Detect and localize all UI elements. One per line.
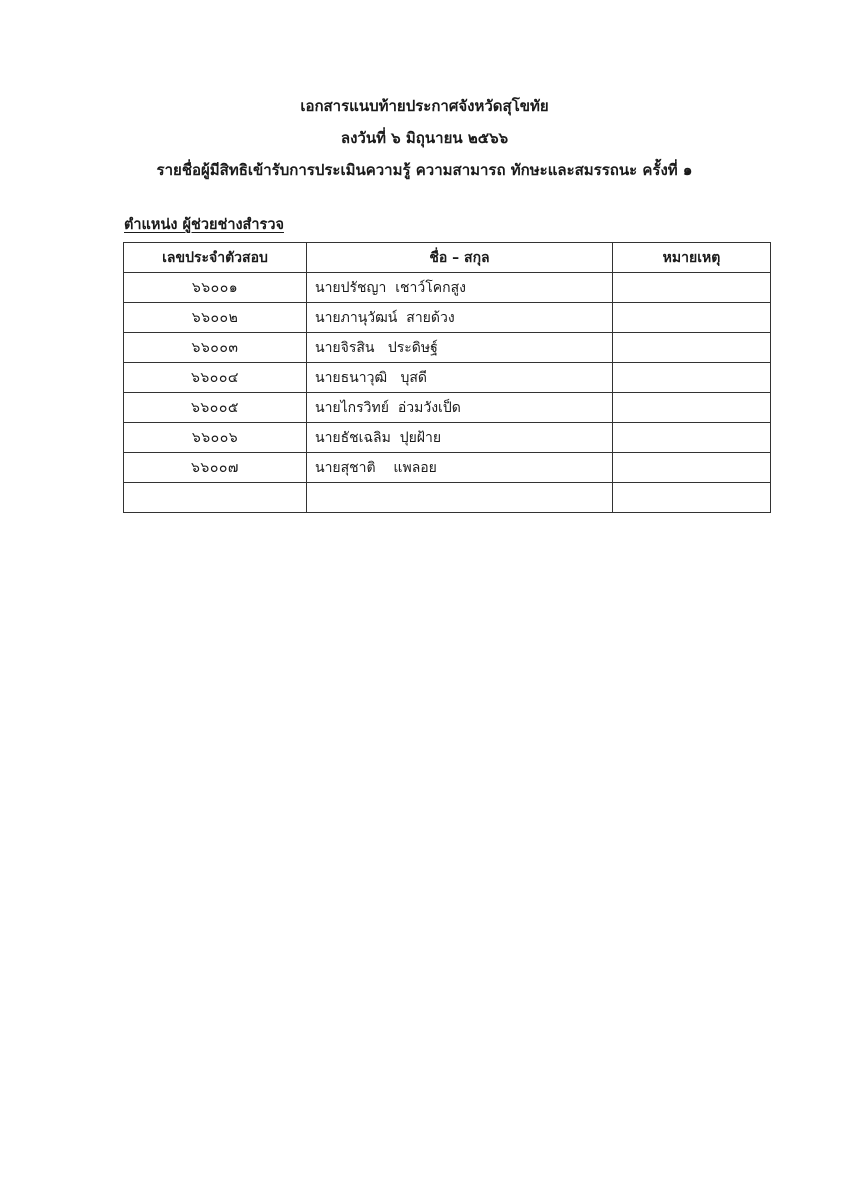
- remarks-cell: [613, 333, 771, 363]
- remarks-cell: [613, 453, 771, 483]
- table-row: [124, 333, 771, 363]
- header-exam-id: เลขประจำตัวสอบ: [124, 243, 307, 273]
- candidate-table: [123, 242, 771, 513]
- full-name-cell: นายไกรวิทย์ อ่วมวังเป็ด: [307, 393, 613, 423]
- table-row: [124, 273, 771, 303]
- remarks-cell: [613, 483, 771, 513]
- document-date: ลงวันที่ ๖ มิถุนายน ๒๕๖๖: [340, 129, 509, 147]
- remarks-cell: [613, 273, 771, 303]
- table-row: [124, 303, 771, 333]
- table-row: [124, 453, 771, 483]
- exam-id-cell: ๖๖๐๐๗: [124, 453, 307, 483]
- header-full-name: ชื่อ – สกุล: [307, 243, 613, 273]
- remarks-cell: [613, 423, 771, 453]
- exam-id-cell: ๖๖๐๐๕: [124, 393, 307, 423]
- exam-id-cell: ๖๖๐๐๖: [124, 423, 307, 453]
- table-row: [124, 393, 771, 423]
- exam-id-cell: [124, 483, 307, 513]
- header-remarks: หมายเหตุ: [613, 243, 771, 273]
- table-row-empty: [124, 483, 771, 513]
- remarks-cell: [613, 363, 771, 393]
- table-header-row: [124, 243, 771, 273]
- remarks-cell: [613, 303, 771, 333]
- exam-id-cell: ๖๖๐๐๒: [124, 303, 307, 333]
- full-name-cell: นายธนาวุฒิ บุสดี: [307, 363, 613, 393]
- exam-id-cell: ๖๖๐๐๓: [124, 333, 307, 363]
- exam-id-cell: ๖๖๐๐๑: [124, 273, 307, 303]
- remarks-cell: [613, 393, 771, 423]
- table-row: [124, 423, 771, 453]
- table-row: [124, 363, 771, 393]
- full-name-cell: นายธัชเฉลิม ปุยฝ้าย: [307, 423, 613, 453]
- full-name-cell: นายจิรสิน ประดิษฐ์: [307, 333, 613, 363]
- document-subtitle: รายชื่อผู้มีสิทธิเข้ารับการประเมินความรู้ ความสามารถ ทักษะและสมรรถนะ ครั้งที่ ๑: [156, 161, 693, 179]
- document-title: เอกสารแนบท้ายประกาศจังหวัดสุโขทัย: [300, 97, 549, 115]
- full-name-cell: นายสุชาติ แพลอย: [307, 453, 613, 483]
- full-name-cell: นายปรัชญา เชาว์โคกสูง: [307, 273, 613, 303]
- full-name-cell: [307, 483, 613, 513]
- position-label: ตำแหน่ง ผู้ช่วยช่างสำรวจ: [124, 217, 284, 233]
- full-name-cell: นายภานุวัฒน์ สายด้วง: [307, 303, 613, 333]
- exam-id-cell: ๖๖๐๐๔: [124, 363, 307, 393]
